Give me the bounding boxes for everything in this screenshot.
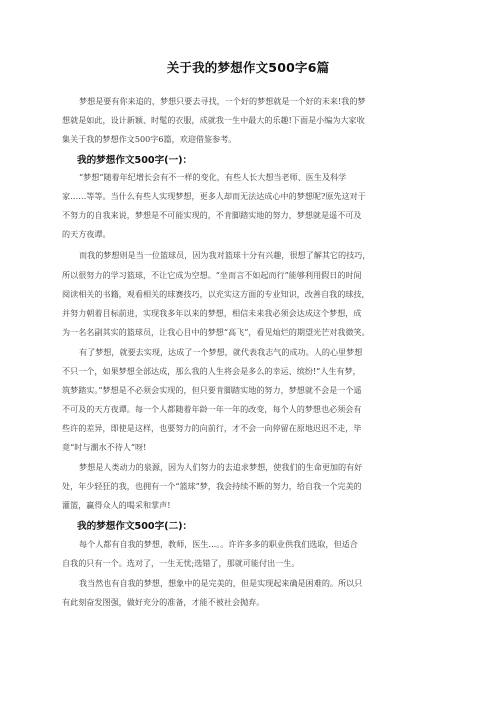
paragraph-line: 阅读相关的书籍，观看相关的球赛技巧，以充实这方面的专业知识，改善自我的球技， [62,289,370,299]
intro-line: 梦想是要有你来追的，梦想只要去寻找，一个好的梦想就是一个好的未来!我的梦 [79,96,366,106]
paragraph-line: 而我的梦想则是当一位篮球员，因为我对篮球十分有兴趣，很想了解其它的技巧， [79,250,371,260]
paragraph-line: 并努力朝着目标前进，实现我多年以来的梦想，相信未来我必须会达成这个梦想，成 [62,308,362,318]
paragraph-line: 筑梦踏实。”梦想是不必须会实现的，但只要肯脚踏实地的努力，梦想就不会是一个遥 [62,385,362,395]
paragraph-line: 我当然也有自我的梦想，想象中的是完美的，但是实现起来确是困难的。所以只 [79,578,363,588]
paragraph-line: “梦想”随着年纪增长会有不一样的变化，有些人长大想当老师、医生及科学 [79,172,347,182]
paragraph-line: 不只一个，如果梦想全部达成，那么我的人生将会是多么的幸运、缤纷!“人生有梦， [62,366,361,376]
paragraph-line: 为一名名副其实的篮球员，让我心目中的梦想“高飞”，看见灿烂的期望光芒对我微笑。 [62,327,370,337]
intro-line: 集关于我的梦想作文500字6篇，欢迎借鉴参考。 [62,134,237,144]
paragraph-line: 每个人都有自我的梦想，教师，医生...。。许许多多的职业供我们选取，但适合 [79,539,358,549]
paragraph-line: 处，年少轻狂的我，也拥有一个“篮球”梦，我会持续不断的努力，给自我一个完美的 [62,481,362,491]
paragraph-line: 的天方夜谭。 [62,229,111,239]
section-heading: 我的梦想作文500字(二)： [77,521,193,532]
paragraph-line: 竟“时与潮水不待人”呀! [62,442,147,452]
paragraph-line: 有此刻奋发图强，做好充分的准备，才能不被社会抛弃。 [62,597,265,607]
paragraph-line: 不努力的自我来说，梦想是不可能实现的，不肯脚踏实地的努力，梦想就是遥不可及 [62,210,362,220]
paragraph-line: 家……等等。当什么有些人实现梦想，更多人却而无法达成心中的梦想呢?原先这对于 [62,191,366,201]
paragraph-line: 所以很努力的学习篮球，不让它成为空想。“坐而言不如起而行”能够利用假日的时间 [62,270,362,280]
intro-line: 想就是如此，设计新颖、时髦的衣服，成就我一生中最大的乐趣!下面是小编为大家收 [62,115,365,125]
paragraph-line: 自我的只有一个。选对了，一生无忧;选错了，那就可能付出一生。 [62,558,300,568]
paragraph-line: 梦想是人类动力的泉源，因为人们努力的去追求梦想，使我们的生命更加的有好 [79,462,363,472]
paragraph-line: 灌篮，赢得众人的喝采和掌声! [62,500,171,510]
paragraph-line: 有了梦想，就要去实现，达成了一个梦想，就代表我志气的成功。人的心里梦想 [79,347,363,357]
paragraph-line: 不可及的天方夜谭。每一个人都随着年龄一年一年的改变，每个人的梦想也必须会有 [62,404,362,414]
document-title: 关于我的梦想作文500字6篇 [166,60,330,75]
section-heading: 我的梦想作文500字(一)： [77,155,193,166]
paragraph-line: 些许的差异，即使是这样，也要努力的向前行，才不会一向停留在原地迟迟不走，毕 [62,423,362,433]
